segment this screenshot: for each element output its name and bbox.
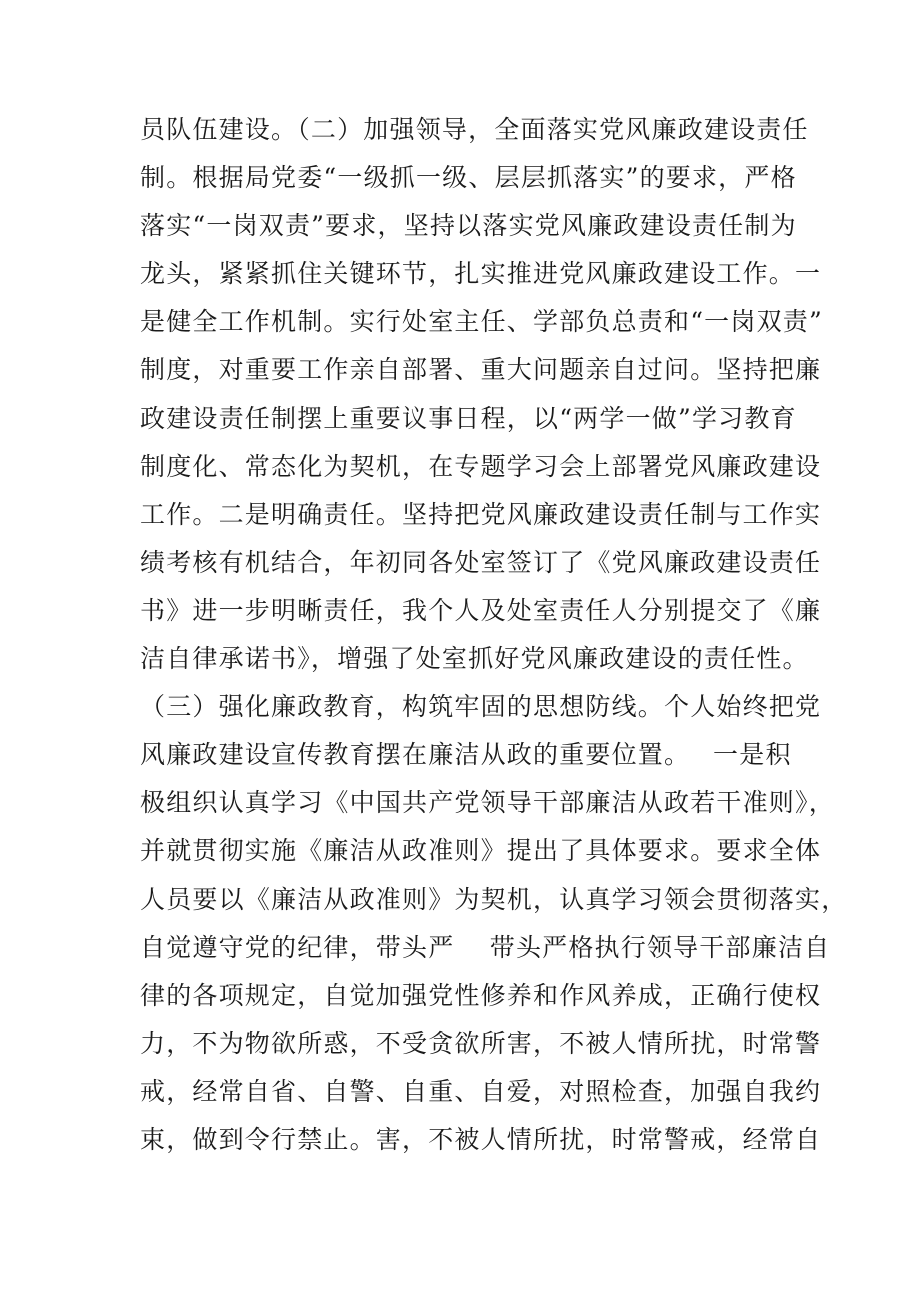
body-text (140, 106, 848, 1164)
text-line: 人员要以《廉洁从政准则》为契机，认真学习领会贯彻落实， (140, 884, 848, 914)
text-line: 制度化、常态化为契机，在专题学习会上部署党风廉政建设 (140, 451, 822, 481)
text-line: 戒，经常自省、自警、自重、自爱，对照检查，加强自我约 (140, 1076, 822, 1106)
text-line: 员队伍建设。（二）加强领导，全面落实党风廉政建设责任 (140, 115, 809, 144)
text-line: 绩考核有机结合，年初同各处室签订了《党风廉政建设责任 (140, 547, 822, 577)
text-line: 风廉政建设宣传教育摆在廉洁从政的重要位置。 一是积 (140, 740, 792, 770)
text-line: 并就贯彻实施《廉洁从政准则》提出了具体要求。要求全体 (140, 836, 822, 866)
text-line: 政建设责任制摆上重要议事日程，以“两学一做”学习教育 (140, 403, 797, 433)
text-line: 落实“一岗双责”要求，坚持以落实党风廉政建设责任制为 (140, 211, 797, 241)
text-line: 力，不为物欲所惑，不受贪欲所害，不被人情所扰，时常警 (140, 1028, 822, 1058)
text-line: 洁自律承诺书》，增强了处室抓好党风廉政建设的责任性。 (140, 644, 809, 674)
text-line: 工作。二是明确责任。坚持把党风廉政建设责任制与工作实 (140, 499, 822, 529)
text-line: 书》进一步明晰责任，我个人及处室责任人分别提交了《廉 (140, 595, 822, 625)
text-line: 律的各项规定，自觉加强党性修养和作风养成，正确行使权 (140, 980, 822, 1010)
text-line: （三）强化廉政教育，构筑牢固的思想防线。个人始终把党 (140, 692, 822, 722)
text-line: 是健全工作机制。实行处室主任、学部负总责和“一岗双责” (140, 307, 823, 337)
text-line: 制度，对重要工作亲自部署、重大问题亲自过问。坚持把廉 (140, 355, 822, 385)
text-line: 制。根据局党委“一级抓一级、层层抓落实”的要求，严格 (140, 163, 797, 193)
text-line: 极组织认真学习《中国共产党领导干部廉洁从政若干准则》， (140, 788, 835, 818)
text-line: 龙头，紧紧抓住关键环节，扎实推进党风廉政建设工作。一 (140, 259, 822, 289)
text-line: 束，做到令行禁止。害，不被人情所扰，时常警戒，经常自 (140, 1124, 822, 1154)
text-line: 自觉遵守党的纪律，带头严 带头严格执行领导干部廉洁自 (140, 932, 831, 962)
